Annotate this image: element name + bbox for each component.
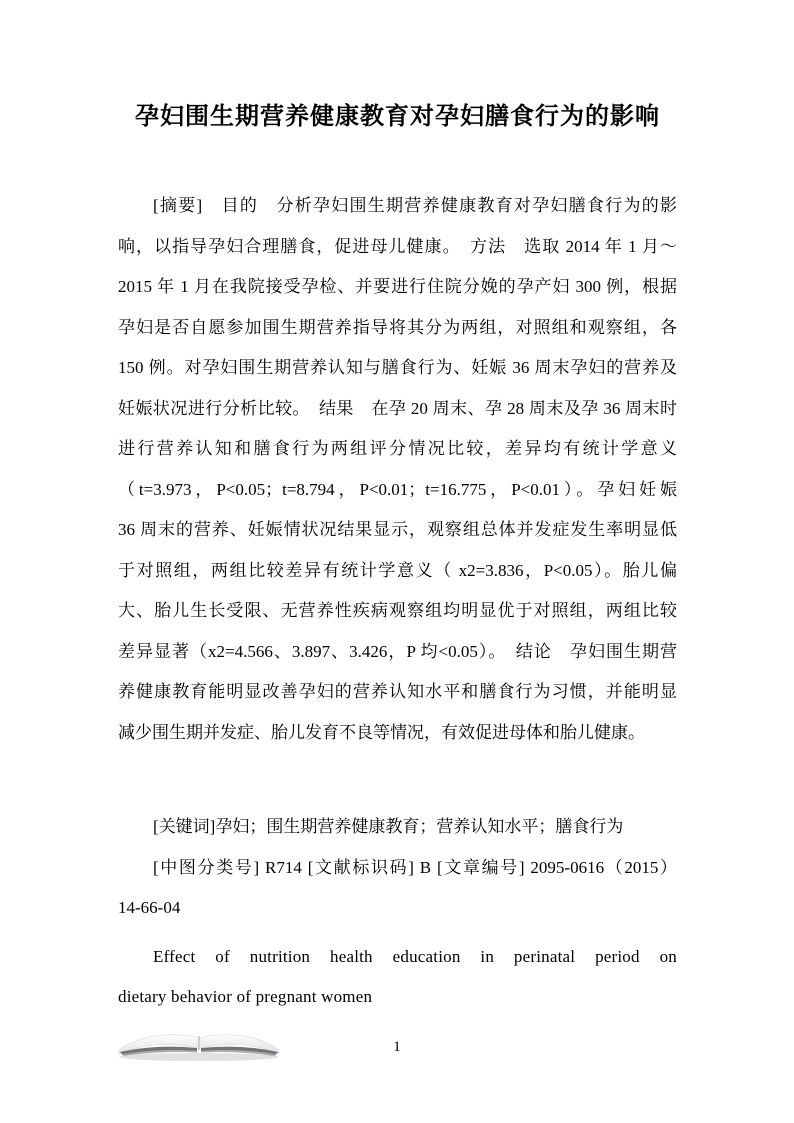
abstract-line-10: 于对照组，两组比较差异有统计学意义（ x2=3.836，P<0.05）。胎儿偏 [118, 560, 677, 580]
abstract-line-8: （t=3.973，P<0.05；t=8.794，P<0.01；t=16.775，P<0.01）。孕妇妊娠 [118, 479, 677, 499]
abstract-line-9: 36 周末的营养、妊娠情状况结果显示，观察组总体并发症发生率明显低 [118, 520, 677, 539]
page-number: 1 [393, 1039, 401, 1055]
abstract-line-1: [摘要] 目的 分析孕妇围生期营养健康教育对孕妇膳食行为的影 [153, 196, 677, 215]
abstract-line-12: 差异显著（x2=4.566、3.897、3.426，P 均<0.05）。 结论 孕妇围生期营 [118, 641, 677, 661]
abstract-line-11: 大、胎儿生长受限、无营养性疾病观察组均明显优于对照组，两组比较 [118, 601, 677, 620]
abstract-line-7: 进行营养认知和膳食行为两组评分情况比较，差异均有统计学意义 [118, 439, 677, 458]
english-title-line-2: dietary behavior of pregnant women [118, 987, 373, 1006]
abstract-line-3: 2015 年 1 月在我院接受孕检、并要进行住院分娩的孕产妇 300 例，根据 [118, 277, 677, 296]
english-title-section [118, 937, 677, 1018]
classification-line-1: [中图分类号] R714 [文献标识码] B [文章编号] 2095-0616（2015） [153, 857, 677, 877]
keywords-line: [关键词]孕妇；围生期营养健康教育；营养认知水平；膳食行为 [153, 817, 624, 836]
abstract-line-14: 减少围生期并发症、胎儿发育不良等情况，有效促进母体和胎儿健康。 [118, 722, 645, 742]
abstract-line-6: 妊娠状况进行分析比较。 结果 在孕 20 周末、孕 28 周末及孕 36 周末时 [118, 398, 677, 418]
abstract-line-2: 响，以指导孕妇合理膳食，促进母儿健康。 方法 选取 2014 年 1 月～ [118, 236, 677, 256]
abstract-line-4: 孕妇是否自愿参加围生期营养指导将其分为两组，对照组和观察组，各 [118, 317, 677, 337]
abstract-line-5: 150 例。对孕妇围生期营养认知与膳食行为、妊娠 36 周末孕妇的营养及 [118, 358, 677, 377]
english-title-line-1: Effect of nutrition health education in perinatal period on [153, 946, 677, 966]
classification-line-2: 14-66-04 [118, 898, 181, 917]
page-title: 孕妇围生期营养健康教育对孕妇膳食行为的影响 [135, 103, 660, 130]
abstract-section [118, 186, 677, 753]
abstract-line-13: 养健康教育能明显改善孕妇的营养认知水平和膳食行为习惯，并能明显 [118, 682, 677, 701]
keywords-section [118, 807, 677, 929]
